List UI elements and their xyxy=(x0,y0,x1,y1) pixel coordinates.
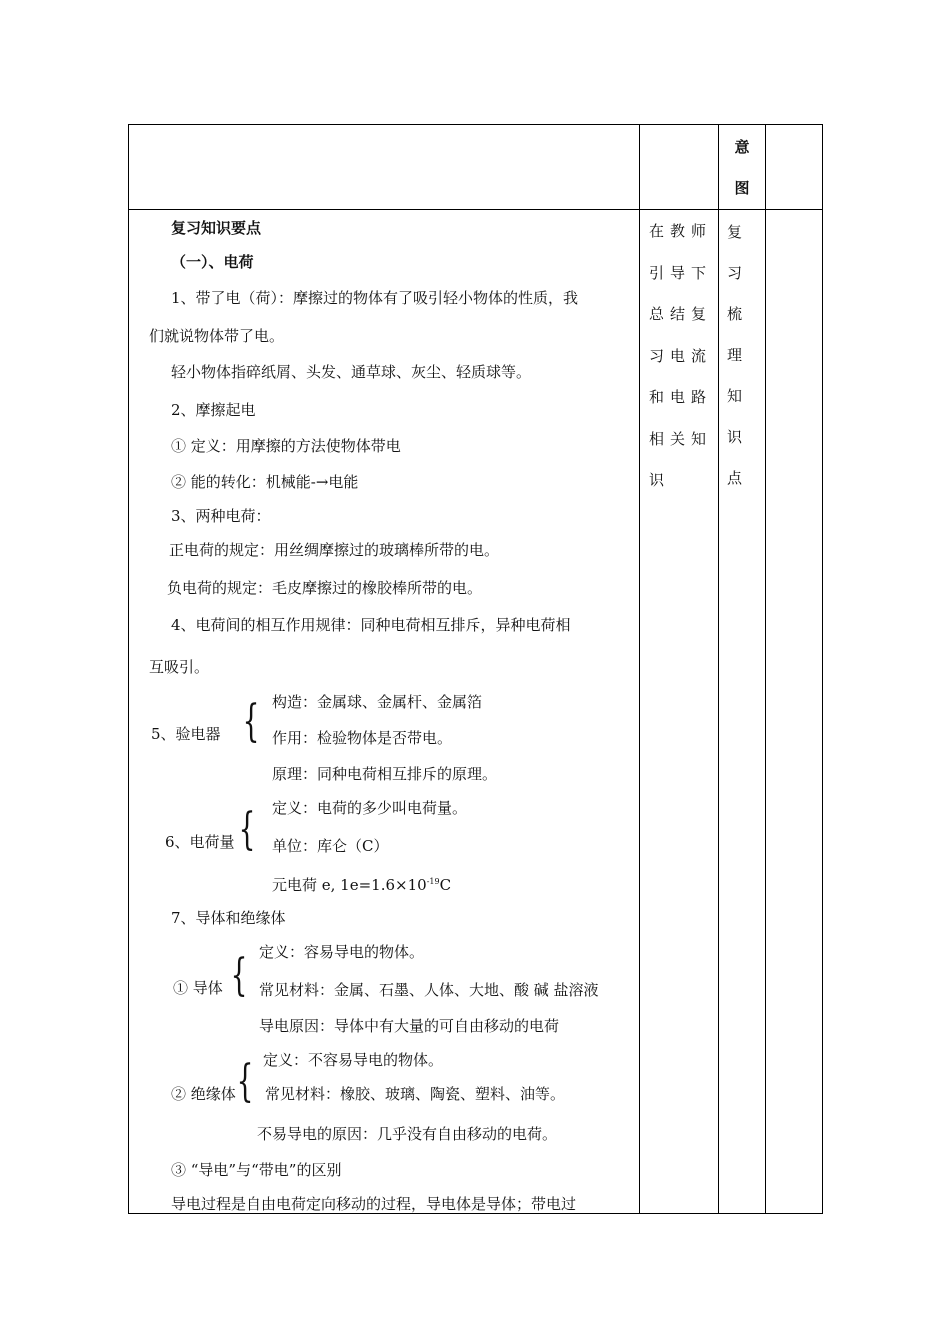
header-cell-intent xyxy=(719,125,766,210)
charge-label: 6、电荷量 xyxy=(165,833,235,851)
header-intent-char-2: 图 xyxy=(734,179,750,197)
activity-line-3: 总结复 xyxy=(649,305,713,323)
charge-item-1: 定义：电荷的多少叫电荷量。 xyxy=(272,799,468,817)
intent-line-3: 梳 xyxy=(727,305,743,323)
header-cell-content xyxy=(129,125,640,210)
header-cell-activity xyxy=(640,125,719,210)
conductor-brace: { xyxy=(230,950,248,1001)
insulator-brace: { xyxy=(236,1056,254,1107)
electroscope-brace: { xyxy=(242,696,260,747)
body-row xyxy=(129,210,823,1214)
electroscope-label: 5、验电器 xyxy=(151,725,221,743)
conductor-item-2: 常见材料：金属、石墨、人体、大地、酸 碱 盐溶液 xyxy=(259,981,599,999)
conductor-label: ① 导体 xyxy=(173,979,223,997)
activity-line-1: 在教师 xyxy=(649,222,713,240)
intent-cell xyxy=(719,210,766,1214)
electroscope-item-2: 作用：检验物体是否带电。 xyxy=(272,729,453,747)
activity-line-6: 相关知 xyxy=(649,429,713,448)
para-4: ① 定义：用摩擦的方法使物体带电 xyxy=(171,437,401,455)
activity-line-7: 识 xyxy=(649,471,671,489)
intent-line-7: 点 xyxy=(727,469,743,487)
activity-line-5: 和电路 xyxy=(649,388,713,406)
para-8: 负电荷的规定：毛皮摩擦过的橡胶棒所带的电。 xyxy=(167,579,483,597)
activity-cell xyxy=(640,210,719,1214)
section-title: 复习知识要点 xyxy=(171,219,262,237)
charge-item-3: 元电荷 e, $1e=1.6\times 10^{-19}C$ xyxy=(272,876,452,894)
para-1b: 们就说物体带了电。 xyxy=(149,327,285,345)
para-7: 正电荷的规定：用丝绸摩擦过的玻璃棒所带的电。 xyxy=(169,541,500,559)
insulator-label: ② 绝缘体 xyxy=(171,1085,236,1103)
intent-line-2: 习 xyxy=(727,264,743,282)
charge-item-2: 单位：库仑（C） xyxy=(272,837,389,855)
para-5: ② 能的转化：机械能-→电能 xyxy=(171,473,359,491)
para-12: 导电过程是自由电荷定向移动的过程，导电体是导体；带电过 xyxy=(171,1195,577,1213)
activity-line-2: 引导下 xyxy=(649,263,713,282)
header-cell-notes xyxy=(766,125,823,210)
intent-line-4: 理 xyxy=(727,346,743,364)
para-9b: 互吸引。 xyxy=(149,658,210,676)
notes-cell xyxy=(766,210,823,1214)
para-3: 2、摩擦起电 xyxy=(171,401,256,419)
insulator-item-2: 常见材料：橡胶、玻璃、陶瓷、塑料、油等。 xyxy=(265,1085,566,1103)
electroscope-item-1: 构造：金属球、金属杆、金属箔 xyxy=(272,693,483,711)
intent-line-5: 知 xyxy=(727,387,743,405)
para-2: 轻小物体指碎纸屑、头发、通草球、灰尘、轻质球等。 xyxy=(171,363,532,381)
intent-line-1: 复 xyxy=(727,223,743,241)
conductor-item-1: 定义：容易导电的物体。 xyxy=(259,943,425,961)
electroscope-item-3: 原理：同种电荷相互排斥的原理。 xyxy=(272,765,498,783)
header-row xyxy=(129,125,823,210)
activity-line-4: 习电流 xyxy=(649,346,713,365)
para-11: ③ “导电”与“带电”的区别 xyxy=(171,1161,342,1179)
charge-brace: { xyxy=(238,804,256,855)
section-heading-charge: （一）、电荷 xyxy=(171,253,254,271)
insulator-item-3: 不易导电的原因：几乎没有自由移动的电荷。 xyxy=(257,1125,558,1143)
lesson-table xyxy=(128,124,823,1214)
content-cell xyxy=(129,210,640,1214)
header-intent-char-1: 意 xyxy=(734,138,750,156)
para-6: 3、两种电荷： xyxy=(171,507,271,525)
insulator-item-1: 定义：不容易导电的物体。 xyxy=(263,1051,444,1069)
para-1a: 1、带了电（荷）：摩擦过的物体有了吸引轻小物体的性质，我 xyxy=(171,289,579,307)
para-10: 7、导体和绝缘体 xyxy=(171,909,286,927)
para-9a: 4、电荷间的相互作用规律：同种电荷相互排斥，异种电荷相 xyxy=(171,616,571,634)
intent-line-6: 识 xyxy=(727,428,743,446)
conductor-item-3: 导电原因：导体中有大量的可自由移动的电荷 xyxy=(259,1017,560,1035)
